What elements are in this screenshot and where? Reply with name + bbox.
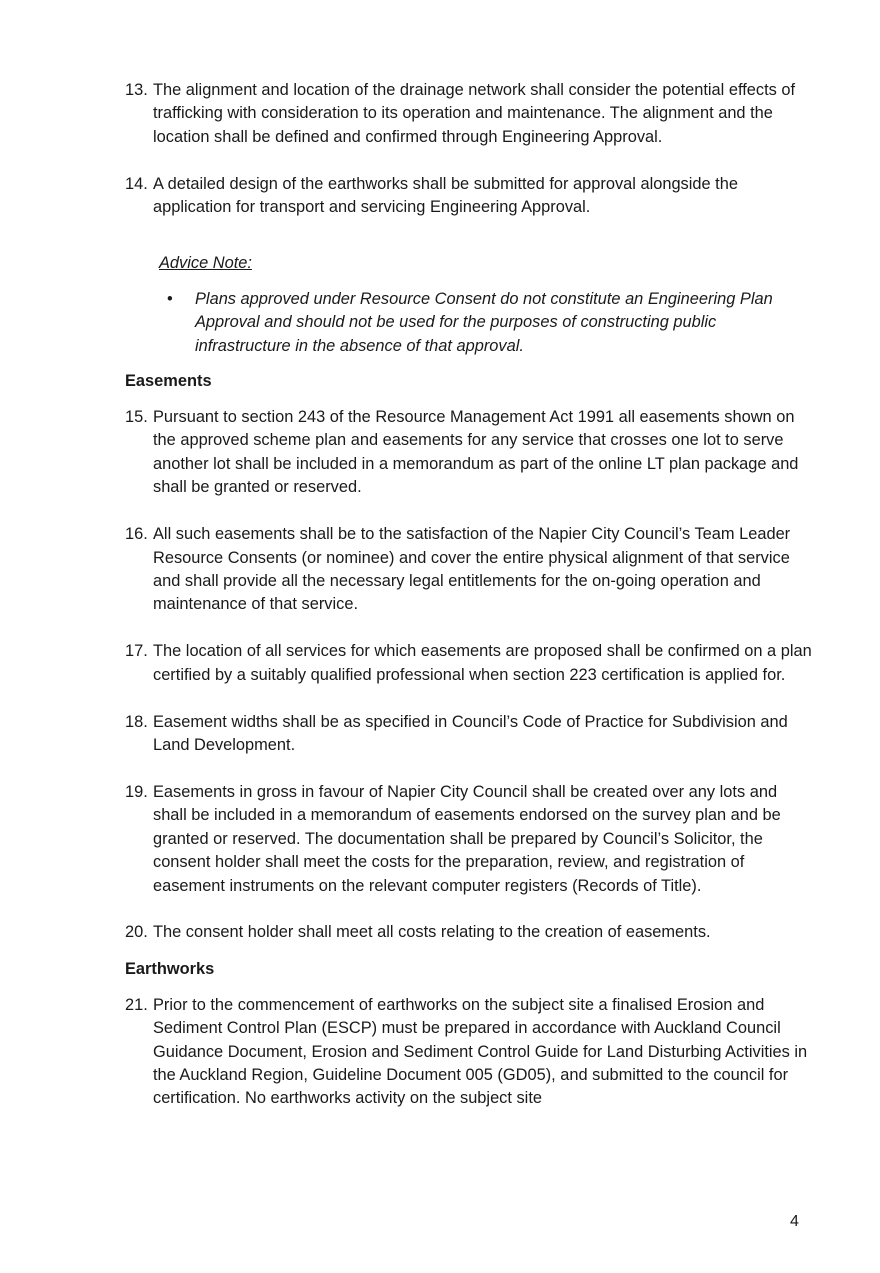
item-number: 15. <box>125 408 148 427</box>
list-item <box>125 921 815 944</box>
item-text: A detailed design of the earthworks shall be submitted for approval alongside the application for transport and servicing Engineering Approval. <box>153 174 738 217</box>
page-number: 4 <box>790 1213 799 1230</box>
list-item <box>125 994 815 1111</box>
list-item <box>125 640 815 687</box>
item-text: The alignment and location of the drainage network shall consider the potential effects of trafficking with consideration to its operation and maintenance. The alignment and the location shall be defined and confirmed through Engineering Approval. <box>153 81 796 146</box>
advice-bullet <box>125 288 815 358</box>
section-heading-earthworks: Earthworks <box>125 959 215 978</box>
item-number: 21. <box>125 995 148 1014</box>
list-item <box>125 173 815 220</box>
item-number: 20. <box>125 923 148 942</box>
list-item <box>125 711 815 758</box>
list-item <box>125 406 815 500</box>
item-number: 19. <box>125 782 148 801</box>
advice-note-label: Advice Note: <box>159 253 252 272</box>
item-text: The consent holder shall meet all costs relating to the creation of easements. <box>153 923 711 942</box>
list-item <box>125 79 815 149</box>
list-item <box>125 523 815 617</box>
item-number: 14. <box>125 174 148 193</box>
item-number: 18. <box>125 712 148 731</box>
section-heading-easements: Easements <box>125 372 212 391</box>
item-number: 16. <box>125 525 148 544</box>
list-item <box>125 781 815 898</box>
item-number: 13. <box>125 81 148 99</box>
item-number: 17. <box>125 642 148 661</box>
item-text: All such easements shall be to the satisfaction of the Napier City Council’s Team Leader Resource Consents (or nominee) and cover the entire physical alignment of that service and shall provide all the necessary legal entitlements for the on-going operation and maintenance of that service. <box>153 525 791 614</box>
item-text: The location of all services for which easements are proposed shall be confirmed on a plan certified by a suitably qualified professional when section 223 certification is applied for. <box>153 642 812 684</box>
bullet-icon: • <box>167 289 173 308</box>
item-text: Pursuant to section 243 of the Resource Management Act 1991 all easements shown on the approved scheme plan and easements for any service that crosses one lot to serve another lot shall be included in a memorandum as part of the online LT plan package and shall be granted or reserved. <box>153 408 799 497</box>
advice-bullet-text: Plans approved under Resource Consent do not constitute an Engineering Plan Approval and should not be used for the purposes of constructing public infrastructure in the absence of that approval. <box>195 289 773 355</box>
page-content <box>125 79 815 1134</box>
item-text: Easement widths shall be as specified in Council’s Code of Practice for Subdivision and Land Development. <box>153 712 788 755</box>
item-text: Easements in gross in favour of Napier City Council shall be created over any lots and shall be included in a memorandum of easements endorsed on the survey plan and be granted or reserved. The documentation shall be prepared by Council’s Solicitor, the consent holder shall meet the costs for the preparation, review, and registration of easement instruments on the relevant computer registers (Records of Title). <box>153 782 781 895</box>
item-text: Prior to the commencement of earthworks on the subject site a finalised Erosion and Sediment Control Plan (ESCP) must be prepared in accordance with Auckland Council Guidance Document, Erosion and Sediment Control Guide for Land Disturbing Activities in the Auckland Region, Guideline Document 005 (GD05), and submitted to the council for certification. No earthworks activity on the subject site <box>153 995 808 1108</box>
